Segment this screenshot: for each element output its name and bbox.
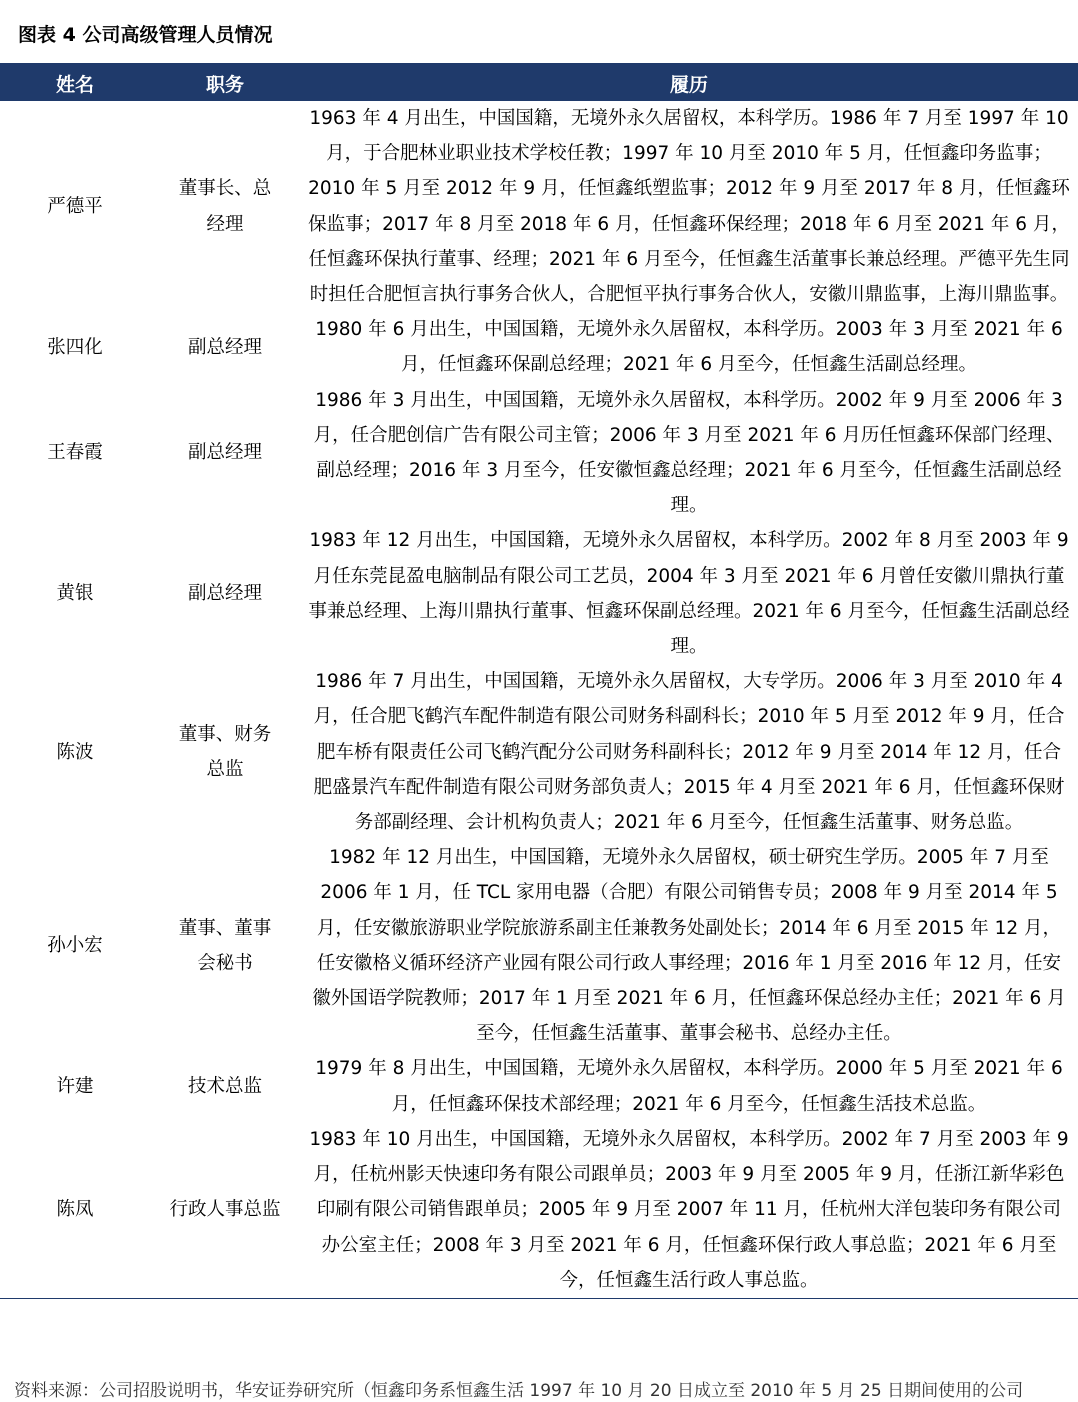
exec-resume: 1986 年 3 月出生，中国国籍，无境外永久居留权，本科学历。2002 年 9 月至 2006 年 3 月，任合肥创信广告有限公司主管；2006 年 3 月至 2021 年 6 月历任恒鑫环保部门经理、副总经理；2016 年 3 月至今，任安徽恒鑫总经理；2021 年 6 月至今，任恒鑫生活副总经理。 [313, 389, 1065, 517]
exec-position: 董事长、总经理 [178, 178, 272, 235]
exec-name: 王春霞 [47, 442, 103, 464]
exec-position: 董事、财务总监 [178, 724, 272, 781]
exec-name: 黄银 [56, 583, 94, 605]
exec-position: 技术总监 [187, 1076, 262, 1098]
exec-resume: 1986 年 7 月出生，中国国籍，无境外永久居留权，大专学历。2006 年 3 月至 2010 年 4 月，任合肥飞鹤汽车配件制造有限公司财务科副科长；2010 年 5 月至 2012 年 9 月，任合肥车桥有限责任公司飞鹤汽配分公司财务科副科长；2012 年 9 月至 2014 年 12 月，任合肥盛景汽车配件制造有限公司财务部负责人；2015 年 4 月至 2021 年 6 月，任恒鑫环保财务部副经理、会计机构负责人；2021 年 6 月至今，任恒鑫生活董事、财务总监。 [313, 671, 1065, 834]
exec-position: 董事、董事会秘书 [178, 917, 272, 974]
exec-position: 副总经理 [187, 336, 262, 358]
exec-position: 副总经理 [187, 442, 262, 464]
exec-name: 张四化 [47, 336, 103, 358]
table-row [0, 383, 1078, 524]
exec-name: 陈凤 [0, 1122, 150, 1299]
exec-resume: 1982 年 12 月出生，中国国籍，无境外永久居留权，硕士研究生学历。2005 年 7 月至 2006 年 1 月，任 TCL 家用电器（合肥）有限公司销售专员；2008 年 9 月至 2014 年 5 月，任安徽旅游职业学院旅游系副主任兼教务处副处长；2014 年 6 月至 2015 年 12 月，任安徽格义循环经济产业园有限公司行政人事经理；2016 年 1 月至 2016 年 12 月，任安徽外国语学院教师；2017 年 1 月至 2021 年 6 月，任恒鑫环保总经办主任；2021 年 6 月至今，任恒鑫生活董事、董事会秘书、总经办主任。 [312, 847, 1066, 1045]
exec-name: 孙小宏 [47, 935, 103, 957]
exec-position: 副总经理 [187, 583, 262, 605]
exec-name: 许建 [56, 1076, 94, 1098]
header-position: 职务 [150, 65, 300, 101]
header-resume: 履历 [300, 65, 1078, 101]
table-row [0, 1122, 1078, 1299]
source-note: 资料来源：公司招股说明书，华安证券研究所（恒鑫印务系恒鑫生活 1997 年 10 月 20 日成立至 2010 年 5 月 25 日期间使用的公司 [14, 1381, 1024, 1401]
exec-name: 陈波 [56, 741, 94, 763]
exec-resume: 1963 年 4 月出生，中国国籍，无境外永久居留权，本科学历。1986 年 7 月至 1997 年 10 月，于合肥林业职业技术学校任教；1997 年 10 月至 2010 年 5 月，任恒鑫印务监事；2010 年 5 月至 2012 年 9 月，任恒鑫纸塑监事；2012 年 9 月至 2017 年 8 月，任恒鑫环保监事；2017 年 8 月至 2018 年 6 月，任恒鑫环保经理；2018 年 6 月至 2021 年 6 月，任恒鑫环保执行董事、经理；2021 年 6 月至今，任恒鑫生活董事长兼总经理。严德平先生同时担任合肥恒言执行事务合伙人，合肥恒平执行事务合伙人，安徽川鼎监事，上海川鼎监事。 [308, 108, 1070, 306]
exec-resume: 1980 年 6 月出生，中国国籍，无境外永久居留权，本科学历。2003 年 3 月至 2021 年 6 月，任恒鑫环保副总经理；2021 年 6 月至今，任恒鑫生活副总经理。 [315, 319, 1063, 376]
table-header-row [0, 65, 1078, 101]
table-row [0, 840, 1078, 1051]
exec-resume: 1979 年 8 月出生，中国国籍，无境外永久居留权，本科学历。2000 年 5 月至 2021 年 6 月，任恒鑫环保技术部经理；2021 年 6 月至今，任恒鑫生活技术总监。 [315, 1058, 1063, 1115]
table-row [0, 1051, 1078, 1121]
figure-title: 图表 4 公司高级管理人员情况 [18, 24, 273, 46]
table-row [0, 312, 1078, 382]
exec-name: 严德平 [47, 196, 103, 217]
executives-table [0, 65, 1078, 1299]
table-row [0, 664, 1078, 840]
header-name: 姓名 [0, 65, 150, 101]
table-row [0, 101, 1078, 312]
exec-position: 行政人事总监 [150, 1122, 300, 1299]
exec-resume: 1983 年 12 月出生，中国国籍，无境外永久居留权，本科学历。2002 年 8 月至 2003 年 9 月任东莞昆盈电脑制品有限公司工艺员，2004 年 3 月至 2021 年 6 月曾任安徽川鼎执行董事兼总经理、上海川鼎执行董事、恒鑫环保副总经理。2021 年 6 月至今，任恒鑫生活副总经理。 [308, 530, 1070, 658]
exec-resume: 1983 年 10 月出生，中国国籍，无境外永久居留权，本科学历。2002 年 7 月至 2003 年 9 月，任杭州影天快速印务有限公司跟单员；2003 年 9 月至 2005 年 9 月，任浙江新华彩色印刷有限公司销售跟单员；2005 年 9 月至 2007 年 11 月，任杭州大洋包装印务有限公司办公室主任；2008 年 3 月至 2021 年 6 月，任恒鑫环保行政人事总监；2021 年 6 月至今，任恒鑫生活行政人事总监。 [300, 1122, 1078, 1299]
table-row [0, 523, 1078, 664]
